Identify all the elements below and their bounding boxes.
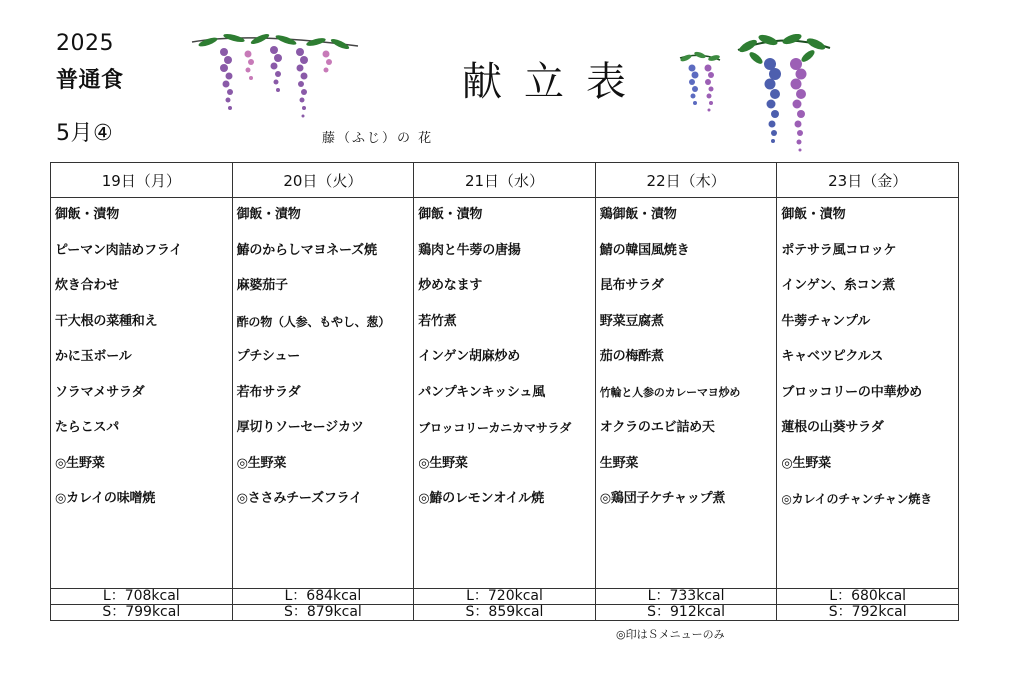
menu-item: 炒めなます xyxy=(418,278,483,293)
menu-item: ソラマメサラダ xyxy=(55,384,145,400)
menu-item: ◎生野菜 xyxy=(781,455,831,471)
menu-item: 厚切りソーセージカツ xyxy=(236,420,364,435)
menu-item: プチシュー xyxy=(236,349,301,364)
supper-kcal: S：799kcal xyxy=(51,605,233,621)
supper-kcal-row xyxy=(51,605,959,621)
lunch-kcal: L：720kcal xyxy=(414,589,596,605)
menu-item: 牛蒡チャンプル xyxy=(781,313,871,329)
menu-item: 干大根の菜種和え xyxy=(55,313,158,329)
menu-item-list xyxy=(414,198,595,527)
menu-item: ブロッコリーの中華炒め xyxy=(781,384,922,400)
date-header: 19日（月） xyxy=(51,163,233,198)
date-header: 20日（火） xyxy=(232,163,414,198)
menu-item: ピーマン肉詰めフライ xyxy=(55,242,183,258)
wisteria-illustration-left xyxy=(188,30,364,126)
menu-item: 御飯・漬物 xyxy=(236,207,301,222)
day-menu-cell xyxy=(232,198,414,589)
lunch-kcal-row xyxy=(51,589,959,605)
menu-item: インゲン、糸コン煮 xyxy=(781,278,896,293)
menu-item-list xyxy=(233,198,414,527)
supper-kcal: S：879kcal xyxy=(232,605,414,621)
lunch-kcal: L：680kcal xyxy=(777,589,959,605)
date-header: 21日（水） xyxy=(414,163,596,198)
menu-item: 御飯・漬物 xyxy=(418,207,483,222)
date-header-row xyxy=(51,163,959,198)
menu-item: 昆布サラダ xyxy=(599,278,664,293)
supper-kcal: S：792kcal xyxy=(777,605,959,621)
menu-item: 酢の物（人参、もやし、葱） xyxy=(236,314,390,329)
menu-item: 生野菜 xyxy=(599,455,639,471)
menu-item: 御飯・漬物 xyxy=(55,207,120,222)
menu-item: オクラのエビ詰め天 xyxy=(599,420,715,435)
menu-item: 竹輪と人参のカレーマヨ炒め xyxy=(599,385,741,399)
menu-table xyxy=(50,162,959,621)
date-header: 22日（木） xyxy=(595,163,777,198)
page-title: 献立表 xyxy=(462,59,648,105)
menu-item: 蓮根の山葵サラダ xyxy=(781,420,884,435)
wisteria-illustration-small xyxy=(676,50,724,130)
menu-item: ◎カレイのチャンチャン焼き xyxy=(781,492,932,506)
menu-item-list xyxy=(596,198,777,527)
menu-item: ◎鶏団子ケチャップ煮 xyxy=(599,491,726,506)
diet-type-label: 普通食 xyxy=(56,68,124,93)
menu-item: ◎カレイの味噌焼 xyxy=(55,491,156,506)
supper-kcal: S：912kcal xyxy=(595,605,777,621)
lunch-kcal: L：708kcal xyxy=(51,589,233,605)
menu-item: 麻婆茄子 xyxy=(236,278,288,293)
day-menu-cell xyxy=(414,198,596,589)
menu-item-list xyxy=(777,198,958,527)
menu-item: たらこスパ xyxy=(55,420,120,435)
period-label: 5月④ xyxy=(56,121,114,146)
menu-item: 鶏御飯・漬物 xyxy=(599,207,677,222)
menu-item: 若竹煮 xyxy=(418,313,457,329)
menu-item: かに玉ボール xyxy=(55,349,132,364)
menu-item-list xyxy=(51,198,232,527)
menu-item: 若布サラダ xyxy=(236,384,301,400)
menu-item: ◎生野菜 xyxy=(418,455,468,471)
day-menu-cell xyxy=(595,198,777,589)
menu-item: 野菜豆腐煮 xyxy=(599,313,664,329)
menu-item: パンプキンキッシュ風 xyxy=(418,384,546,400)
date-header: 23日（金） xyxy=(777,163,959,198)
menu-item: 茄の梅酢煮 xyxy=(599,349,664,364)
menu-item: インゲン胡麻炒め xyxy=(418,349,521,364)
menu-item: ◎生野菜 xyxy=(55,455,105,471)
footnote: ◎印はＳメニューのみ xyxy=(616,628,725,641)
supper-kcal: S：859kcal xyxy=(414,605,596,621)
menu-item: 鰆のからしマヨネーズ焼 xyxy=(236,242,377,258)
day-menu-cell xyxy=(51,198,233,589)
day-menu-cell xyxy=(777,198,959,589)
menu-item: 鶏肉と牛蒡の唐揚 xyxy=(418,242,521,258)
menu-item: 炊き合わせ xyxy=(55,278,120,293)
menu-item: ◎鰆のレモンオイル焼 xyxy=(418,491,544,506)
lunch-kcal: L：684kcal xyxy=(232,589,414,605)
menu-item: 御飯・漬物 xyxy=(781,207,846,222)
lunch-kcal: L：733kcal xyxy=(595,589,777,605)
menu-item: ブロッコリーカニカマサラダ xyxy=(418,421,571,435)
menu-item: ◎ささみチーズフライ xyxy=(236,491,362,506)
wisteria-illustration-large xyxy=(734,34,834,156)
menu-item: ポテサラ風コロッケ xyxy=(781,242,897,258)
menu-item: 鯖の韓国風焼き xyxy=(599,242,690,258)
year-label: 2025 xyxy=(56,31,114,56)
menu-items-row xyxy=(51,198,959,589)
illustration-caption: 藤（ふじ）の 花 xyxy=(322,131,434,146)
menu-item: ◎生野菜 xyxy=(236,455,287,471)
menu-item: キャベツピクルス xyxy=(781,349,883,364)
